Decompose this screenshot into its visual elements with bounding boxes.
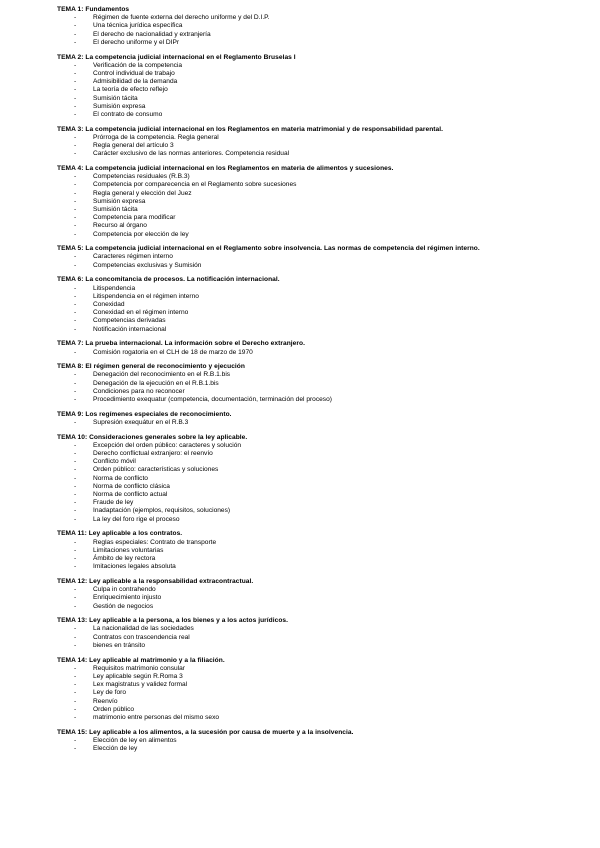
- tema-item-list: [57, 62, 577, 119]
- list-item: [57, 388, 577, 396]
- dash-bullet: -: [74, 586, 77, 594]
- tema-title: TEMA 2: La competencia judicial internacional en el Reglamento Bruselas I: [57, 53, 296, 61]
- tema-title: TEMA 10: Consideraciones generales sobre la ley aplicable.: [57, 433, 248, 441]
- dash-bullet: -: [74, 222, 77, 230]
- list-item: [57, 95, 577, 103]
- dash-bullet: -: [74, 594, 77, 602]
- dash-bullet: -: [74, 102, 77, 110]
- list-item: [57, 499, 577, 507]
- dash-bullet: -: [74, 499, 77, 507]
- tema-section: [57, 276, 577, 333]
- list-item: [57, 745, 577, 753]
- tema-item-list: [57, 625, 577, 650]
- dash-bullet: -: [74, 205, 77, 213]
- list-item-text: Competencias residuales (R.B.3): [93, 173, 190, 181]
- list-item: [57, 198, 577, 206]
- list-item-text: Enriquecimiento injusto: [93, 594, 162, 602]
- dash-bullet: -: [74, 301, 77, 308]
- list-item-text: Requisitos matrimonio consular: [93, 664, 185, 672]
- list-item-text: Excepción del orden público: caracteres y solución: [93, 441, 242, 449]
- tema-item-list: [57, 285, 577, 334]
- list-item-text: Sumisión expresa: [93, 197, 146, 205]
- dash-bullet: -: [74, 705, 77, 713]
- list-item: [57, 625, 577, 633]
- list-item-text: Inadaptación (ejemplos, requisitos, soluciones): [93, 507, 231, 515]
- list-item: [57, 516, 577, 524]
- dash-bullet: -: [74, 325, 77, 333]
- list-item-text: Limitaciones voluntarias: [93, 546, 164, 554]
- list-item: [57, 317, 577, 325]
- list-item-text: Norma de conflicto clásica: [93, 482, 170, 490]
- tema-title: TEMA 9: Los regímenes especiales de reconocimiento.: [57, 410, 232, 418]
- list-item: [57, 150, 577, 158]
- list-item: [57, 111, 577, 119]
- list-item: [57, 181, 577, 189]
- list-item: [57, 396, 577, 404]
- list-item: [57, 371, 577, 379]
- list-item-text: Competencia por elección de ley: [93, 230, 189, 238]
- list-item: [57, 103, 577, 111]
- tema-section: [57, 340, 577, 356]
- dash-bullet: -: [74, 474, 77, 482]
- list-item: [57, 450, 577, 458]
- tema-section: [57, 657, 577, 723]
- dash-bullet: -: [74, 284, 77, 292]
- dash-bullet: -: [74, 181, 77, 189]
- dash-bullet: -: [74, 30, 77, 38]
- list-item-text: Derecho conflictual extranjero: el reenvío: [93, 450, 213, 458]
- list-item-text: El derecho de nacionalidad y extranjería: [93, 30, 211, 38]
- tema-section: [57, 165, 577, 239]
- list-item-text: Admisibilidad de la demanda: [93, 78, 178, 86]
- dash-bullet: -: [74, 482, 77, 490]
- list-item: [57, 681, 577, 689]
- list-item-text: Competencias exclusivas y Sumisión: [93, 261, 202, 269]
- list-item-text: Denegación del reconocimiento en el R.B.1.bis: [93, 371, 231, 379]
- list-item: [57, 458, 577, 466]
- dash-bullet: -: [74, 546, 77, 554]
- tema-title: TEMA 5: La competencia judicial internacional en el Reglamento sobre insolvencia. Las normas de competencia del régimen interno.: [57, 245, 480, 253]
- list-item-text: Norma de conflicto actual: [93, 491, 168, 499]
- list-item-text: La nacionalidad de las sociedades: [93, 625, 194, 633]
- tema-section: [57, 363, 577, 404]
- list-item: [57, 309, 577, 317]
- dash-bullet: -: [74, 379, 77, 387]
- list-item-text: Verificación de la competencia: [93, 61, 183, 69]
- dash-bullet: -: [74, 14, 77, 22]
- tema-item-list: [57, 586, 577, 611]
- list-item-text: Regla general y elección del Juez: [93, 189, 192, 197]
- dash-bullet: -: [74, 78, 77, 86]
- dash-bullet: -: [74, 387, 77, 395]
- dash-bullet: -: [74, 641, 77, 649]
- dash-bullet: -: [74, 86, 77, 94]
- list-item-text: bienes en tránsito: [93, 641, 146, 649]
- tema-section: [57, 434, 577, 524]
- list-item: [57, 419, 577, 427]
- dash-bullet: -: [74, 261, 77, 269]
- dash-bullet: -: [74, 94, 77, 102]
- list-item-text: Norma de conflicto: [93, 474, 148, 482]
- dash-bullet: -: [74, 133, 77, 141]
- list-item: [57, 475, 577, 483]
- list-item-text: La ley del foro rige el proceso: [93, 515, 180, 523]
- list-item-text: Elección de ley: [93, 745, 138, 753]
- list-item-text: matrimonio entre personas del mismo sexo: [93, 713, 220, 721]
- tema-section: [57, 530, 577, 571]
- list-item-text: Comisión rogatoria en el CLH de 18 de marzo de 1970: [93, 348, 253, 356]
- list-item: [57, 507, 577, 515]
- list-item: [57, 737, 577, 745]
- list-item: [57, 62, 577, 70]
- tema-item-list: [57, 173, 577, 239]
- tema-title: TEMA 14: Ley aplicable al matrimonio y a la filiación.: [57, 656, 225, 664]
- list-item: [57, 173, 577, 181]
- tema-title: TEMA 3: La competencia judicial internacional en los Reglamentos en materia matrimonial y de responsabilidad parental.: [57, 125, 443, 133]
- list-item: [57, 22, 577, 30]
- tema-title: TEMA 15: Ley aplicable a los alimentos, a la sucesión por causa de muerte y a la insolvencia.: [57, 728, 354, 736]
- list-item-text: Reglas especiales: Contrato de transporte: [93, 538, 217, 546]
- dash-bullet: -: [74, 396, 77, 404]
- list-item-text: Competencia por comparecencia en el Reglamento sobre sucesiones: [93, 181, 297, 189]
- dash-bullet: -: [74, 371, 77, 379]
- list-item-text: Reenvío: [93, 697, 118, 705]
- list-item: [57, 714, 577, 722]
- dash-bullet: -: [74, 253, 77, 261]
- dash-bullet: -: [74, 681, 77, 689]
- list-item: [57, 14, 577, 22]
- list-item-text: Competencias derivadas: [93, 317, 166, 325]
- list-item: [57, 253, 577, 261]
- dash-bullet: -: [74, 538, 77, 546]
- list-item-text: Condiciones para no reconocer: [93, 387, 185, 395]
- dash-bullet: -: [74, 173, 77, 181]
- tema-item-list: [57, 737, 577, 753]
- list-item: [57, 206, 577, 214]
- list-item: [57, 689, 577, 697]
- list-item: [57, 555, 577, 563]
- tema-item-list: [57, 419, 577, 427]
- list-item: [57, 466, 577, 474]
- dash-bullet: -: [74, 713, 77, 721]
- dash-bullet: -: [74, 625, 77, 633]
- list-item-text: Conexidad en el régimen interno: [93, 309, 189, 317]
- list-item: [57, 706, 577, 714]
- list-item: [57, 665, 577, 673]
- list-item-text: El derecho uniforme y el DIPr: [93, 38, 180, 46]
- list-item-text: Procedimiento exequatur (competencia, documentación, terminación del proceso): [93, 396, 332, 404]
- list-item-text: Lex magistratus y validez formal: [93, 681, 188, 689]
- list-item: [57, 142, 577, 150]
- dash-bullet: -: [74, 466, 77, 474]
- list-item-text: Supresión exequátur en el R.B.3: [93, 418, 189, 426]
- list-item-text: Recurso al órgano: [93, 222, 147, 230]
- dash-bullet: -: [74, 672, 77, 680]
- dash-bullet: -: [74, 309, 77, 317]
- dash-bullet: -: [74, 150, 77, 158]
- dash-bullet: -: [74, 664, 77, 672]
- dash-bullet: -: [74, 214, 77, 222]
- tema-item-list: [57, 442, 577, 524]
- list-item-text: La teoría de efecto reflejo: [93, 86, 168, 94]
- tema-item-list: [57, 371, 577, 404]
- list-item-text: Gestión de negocios: [93, 602, 154, 610]
- tema-title: TEMA 4: La competencia judicial internacional en los Reglamentos en materia de alimentos y sucesiones.: [57, 164, 394, 172]
- list-item: [57, 231, 577, 239]
- dash-bullet: -: [74, 491, 77, 499]
- list-item: [57, 78, 577, 86]
- dash-bullet: -: [74, 61, 77, 69]
- list-item: [57, 134, 577, 142]
- list-item-text: Ley de foro: [93, 689, 126, 697]
- list-item: [57, 586, 577, 594]
- tema-title: TEMA 11: Ley aplicable a los contratos.: [57, 530, 183, 538]
- tema-item-list: [57, 253, 577, 269]
- tema-section: [57, 6, 577, 47]
- list-item-text: Control individual de trabajo: [93, 69, 175, 77]
- tema-section: [57, 54, 577, 120]
- tema-section: [57, 245, 577, 270]
- list-item-text: Sumisión tácita: [93, 94, 138, 102]
- list-item-text: Prórroga de la competencia. Regla general: [93, 133, 219, 141]
- list-item-text: Orden público: [93, 705, 135, 713]
- dash-bullet: -: [74, 22, 77, 30]
- list-item-text: Contratos con trascendencia real: [93, 633, 190, 641]
- dash-bullet: -: [74, 38, 77, 46]
- list-item: [57, 349, 577, 357]
- tema-title: TEMA 6: La concomitancia de procesos. La notificación internacional.: [57, 276, 280, 284]
- tema-item-list: [57, 539, 577, 572]
- list-item: [57, 673, 577, 681]
- dash-bullet: -: [74, 602, 77, 610]
- dash-bullet: -: [74, 507, 77, 515]
- tema-title: TEMA 7: La prueba internacional. La información sobre el Derecho extranjero.: [57, 340, 305, 348]
- list-item-text: El contrato de consumo: [93, 110, 163, 118]
- tema-title: TEMA 8: El régimen general de reconocimiento y ejecución: [57, 363, 245, 371]
- list-item-text: Regla general del artículo 3: [93, 142, 174, 150]
- tema-section: [57, 578, 577, 611]
- list-item-text: Caracteres régimen interno: [93, 253, 173, 261]
- tema-item-list: [57, 134, 577, 159]
- list-item-text: Ámbito de ley rectora: [93, 554, 156, 562]
- dash-bullet: -: [74, 563, 77, 571]
- list-item: [57, 262, 577, 270]
- list-item-text: Carácter exclusivo de las normas anteriores. Competencia residual: [93, 150, 290, 158]
- list-item: [57, 642, 577, 650]
- list-item: [57, 190, 577, 198]
- list-item-text: Competencia para modificar: [93, 214, 176, 222]
- list-item: [57, 442, 577, 450]
- dash-bullet: -: [74, 189, 77, 197]
- list-item-text: Notificación internacional: [93, 325, 167, 333]
- list-item-text: Denegación de la ejecución en el R.B.1.bis: [93, 379, 219, 387]
- tema-section: [57, 617, 577, 650]
- list-item: [57, 326, 577, 334]
- dash-bullet: -: [74, 348, 77, 356]
- list-item-text: Orden público: características y soluciones: [93, 466, 219, 474]
- list-item-text: Ley aplicable según R.Roma 3: [93, 672, 183, 680]
- dash-bullet: -: [74, 689, 77, 697]
- list-item: [57, 603, 577, 611]
- dash-bullet: -: [74, 745, 77, 753]
- list-item-text: Imitaciones legales absoluta: [93, 563, 176, 571]
- tema-item-list: [57, 14, 577, 47]
- list-item-text: Sumisión tácita: [93, 205, 138, 213]
- list-item-text: Una técnica jurídica específica: [93, 22, 183, 30]
- dash-bullet: -: [74, 418, 77, 426]
- dash-bullet: -: [74, 697, 77, 705]
- tema-title: TEMA 1: Fundamentos: [57, 6, 130, 13]
- list-item: [57, 301, 577, 309]
- dash-bullet: -: [74, 142, 77, 150]
- tema-section: [57, 126, 577, 159]
- list-item: [57, 563, 577, 571]
- tema-title: TEMA 12: Ley aplicable a la responsabilidad extracontractual.: [57, 577, 254, 585]
- dash-bullet: -: [74, 197, 77, 205]
- dash-bullet: -: [74, 458, 77, 466]
- list-item-text: Culpa in contrahendo: [93, 586, 156, 594]
- list-item-text: Sumisión expresa: [93, 102, 146, 110]
- list-item: [57, 31, 577, 39]
- list-item: [57, 214, 577, 222]
- list-item-text: Conflicto móvil: [93, 458, 136, 466]
- tema-title: TEMA 13: Ley aplicable a la persona, a los bienes y a los actos jurídicos.: [57, 617, 289, 625]
- dash-bullet: -: [74, 110, 77, 118]
- dash-bullet: -: [74, 450, 77, 458]
- dash-bullet: -: [74, 515, 77, 523]
- list-item: [57, 293, 577, 301]
- dash-bullet: -: [74, 441, 77, 449]
- list-item: [57, 634, 577, 642]
- list-item-text: Conexidad: [93, 301, 125, 308]
- list-item: [57, 539, 577, 547]
- document-body: [57, 6, 577, 760]
- list-item: [57, 70, 577, 78]
- list-item: [57, 222, 577, 230]
- list-item: [57, 491, 577, 499]
- list-item-text: Elección de ley en alimentos: [93, 736, 177, 744]
- list-item-text: Litispendencia en el régimen interno: [93, 292, 199, 300]
- list-item: [57, 547, 577, 555]
- tema-section: [57, 411, 577, 427]
- list-item: [57, 698, 577, 706]
- list-item: [57, 39, 577, 47]
- list-item: [57, 594, 577, 602]
- list-item-text: Litispendencia: [93, 284, 136, 292]
- list-item: [57, 285, 577, 293]
- list-item: [57, 86, 577, 94]
- dash-bullet: -: [74, 633, 77, 641]
- dash-bullet: -: [74, 292, 77, 300]
- dash-bullet: -: [74, 554, 77, 562]
- tema-item-list: [57, 665, 577, 722]
- tema-section: [57, 729, 577, 754]
- list-item: [57, 483, 577, 491]
- tema-item-list: [57, 349, 577, 357]
- dash-bullet: -: [74, 69, 77, 77]
- list-item: [57, 380, 577, 388]
- list-item-text: Fraude de ley: [93, 499, 134, 507]
- dash-bullet: -: [74, 317, 77, 325]
- list-item-text: Régimen de fuente externa del derecho uniforme y del D.I.P.: [93, 14, 270, 22]
- dash-bullet: -: [74, 230, 77, 238]
- dash-bullet: -: [74, 736, 77, 744]
